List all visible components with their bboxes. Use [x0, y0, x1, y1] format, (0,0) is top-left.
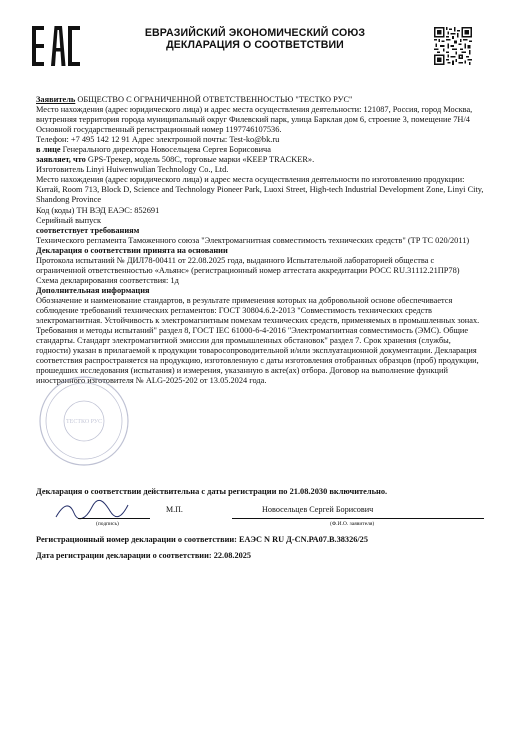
requirements-text: Технического регламента Таможенного союза "Электромагнитная совместимость технических средств" (ТР ТС 020/2011): [36, 235, 470, 245]
registration-number: Регистрационный номер декларации о соответствии: ЕАЭС N RU Д-CN.РА07.В.38326/25: [36, 535, 368, 544]
requirements-label: соответствует требованиям: [36, 225, 140, 235]
stamp-place-label: М.П.: [166, 505, 183, 514]
applicant-contacts: Телефон: +7 495 142 12 91 Адрес электронной почты: Test-ko@bk.ru: [36, 135, 280, 145]
release-type: Серийный выпуск: [36, 215, 102, 225]
tn-ved-code: Код (коды) ТН ВЭД ЕАЭС: 852691: [36, 205, 160, 215]
union-title: ЕВРАЗИЙСКИЙ ЭКОНОМИЧЕСКИЙ СОЮЗ: [144, 27, 366, 39]
scheme-text: Схема декларирования соответствия: 1д: [36, 275, 179, 285]
signature-caption: (подпись): [96, 521, 119, 527]
svg-text:ТЕСТКО РУС: ТЕСТКО РУС: [66, 419, 103, 425]
director-name: Новосельцев Сергей Борисович: [262, 505, 374, 514]
name-caption: (Ф.И.О. заявителя): [330, 521, 375, 527]
additional-text: Обозначение и наименование стандартов, в результате применения которых на добровольной основе обеспечивается соблюдение требований технических регламентов: ГОСТ 30804.6.2-2013 "Совместимость технических средств электромагнитная. Устойчивость к электромагнитным помехам технических средств, применяемых в промышленных зонах. Требования и методы испытаний" раздел 8, ГОСТ IEC 61000-6-4-2016 "Электромагнитная совместимость (ЭМС). Общие стандарты. Стандарт электромагнитной эмиссии для промышленных обстановок" раздел 7. Срок хранения (службы, годности) указан в прилагаемой к продукции товаросопроводительной и/или эксплуатационной документации. Декларация соответствия распространяется на продукцию, изготовленную с даты изготовления отобранных образцов (проб) продукции, прошедших исследования (испытания) и измерения, указанную в акте(ах) отбора. Договор на выполнение функций иностранного изготовителя № ALG-2025-202 от 13.05.2024 года.: [36, 295, 480, 386]
claims-product: [36, 155, 486, 165]
applicant-block: [36, 95, 486, 105]
person-name: Генерального директора Новосельцева Сергея Борисовича: [60, 145, 271, 155]
person-label: в лице: [36, 145, 61, 155]
registration-date: Дата регистрации декларации о соответствии: 22.08.2025: [36, 551, 252, 560]
applicant-person: [36, 145, 486, 155]
seal-stamp-icon: [36, 373, 132, 469]
basis-label: Декларация о соответствии принята на основании: [36, 245, 228, 255]
declaration-body: [36, 95, 486, 386]
product-name: GPS-Трекер, модель 508С, торговые марки «KEEP TRACKER».: [85, 155, 315, 165]
document-header: [96, 27, 414, 51]
manufacturer-address: Место нахождения (адрес юридического лица) и адрес места осуществления деятельности по изготовлению продукции: Китай, Room 713, Block D, Science and Technology Pioneer Park, Luoxi Street, High-tech Industrial Development Zone, Linyi City, Shandong Province: [36, 175, 484, 205]
signature-line: [78, 518, 150, 519]
applicant-label: Заявитель: [36, 95, 76, 104]
applicant-ogrn: Основной государственный регистрационный номер 1197746107536.: [36, 125, 282, 135]
manufacturer: Изготовитель Linyi Huiwenwulian Technology Co., Ltd.: [36, 165, 229, 175]
applicant-address: Место нахождения (адрес юридического лица) и адрес места осуществления деятельности: 121087, Россия, город Москва, внутренняя территория города муниципальный округ Филевский парк, улица Барклая дом 6, строение 3, помещение 7Н/4: [36, 105, 473, 125]
eac-logo-icon: [32, 26, 80, 66]
name-line: [232, 518, 484, 519]
validity-text: Декларация о соответствии действительна с даты регистрации по 21.08.2030 включительно.: [36, 487, 388, 496]
claims-label: заявляет, что: [36, 155, 86, 165]
qr-code-icon[interactable]: [434, 27, 472, 65]
additional-label: Дополнительная информация: [36, 285, 150, 295]
basis-text: Протокола испытаний № ДИЛ78-00411 от 22.08.2025 года, выданного Испытательной лабораторией общества с ограниченной ответственностью «Альянс» (регистрационный номер аттестата аккредитации РОСС RU.31112.21ПР78): [36, 255, 460, 275]
applicant-name: ОБЩЕСТВО С ОГРАНИЧЕННОЙ ОТВЕТСТВЕННОСТЬЮ "ТЕСТКО РУС": [75, 95, 353, 104]
declaration-title: ДЕКЛАРАЦИЯ О СООТВЕТСТВИИ: [166, 39, 344, 51]
